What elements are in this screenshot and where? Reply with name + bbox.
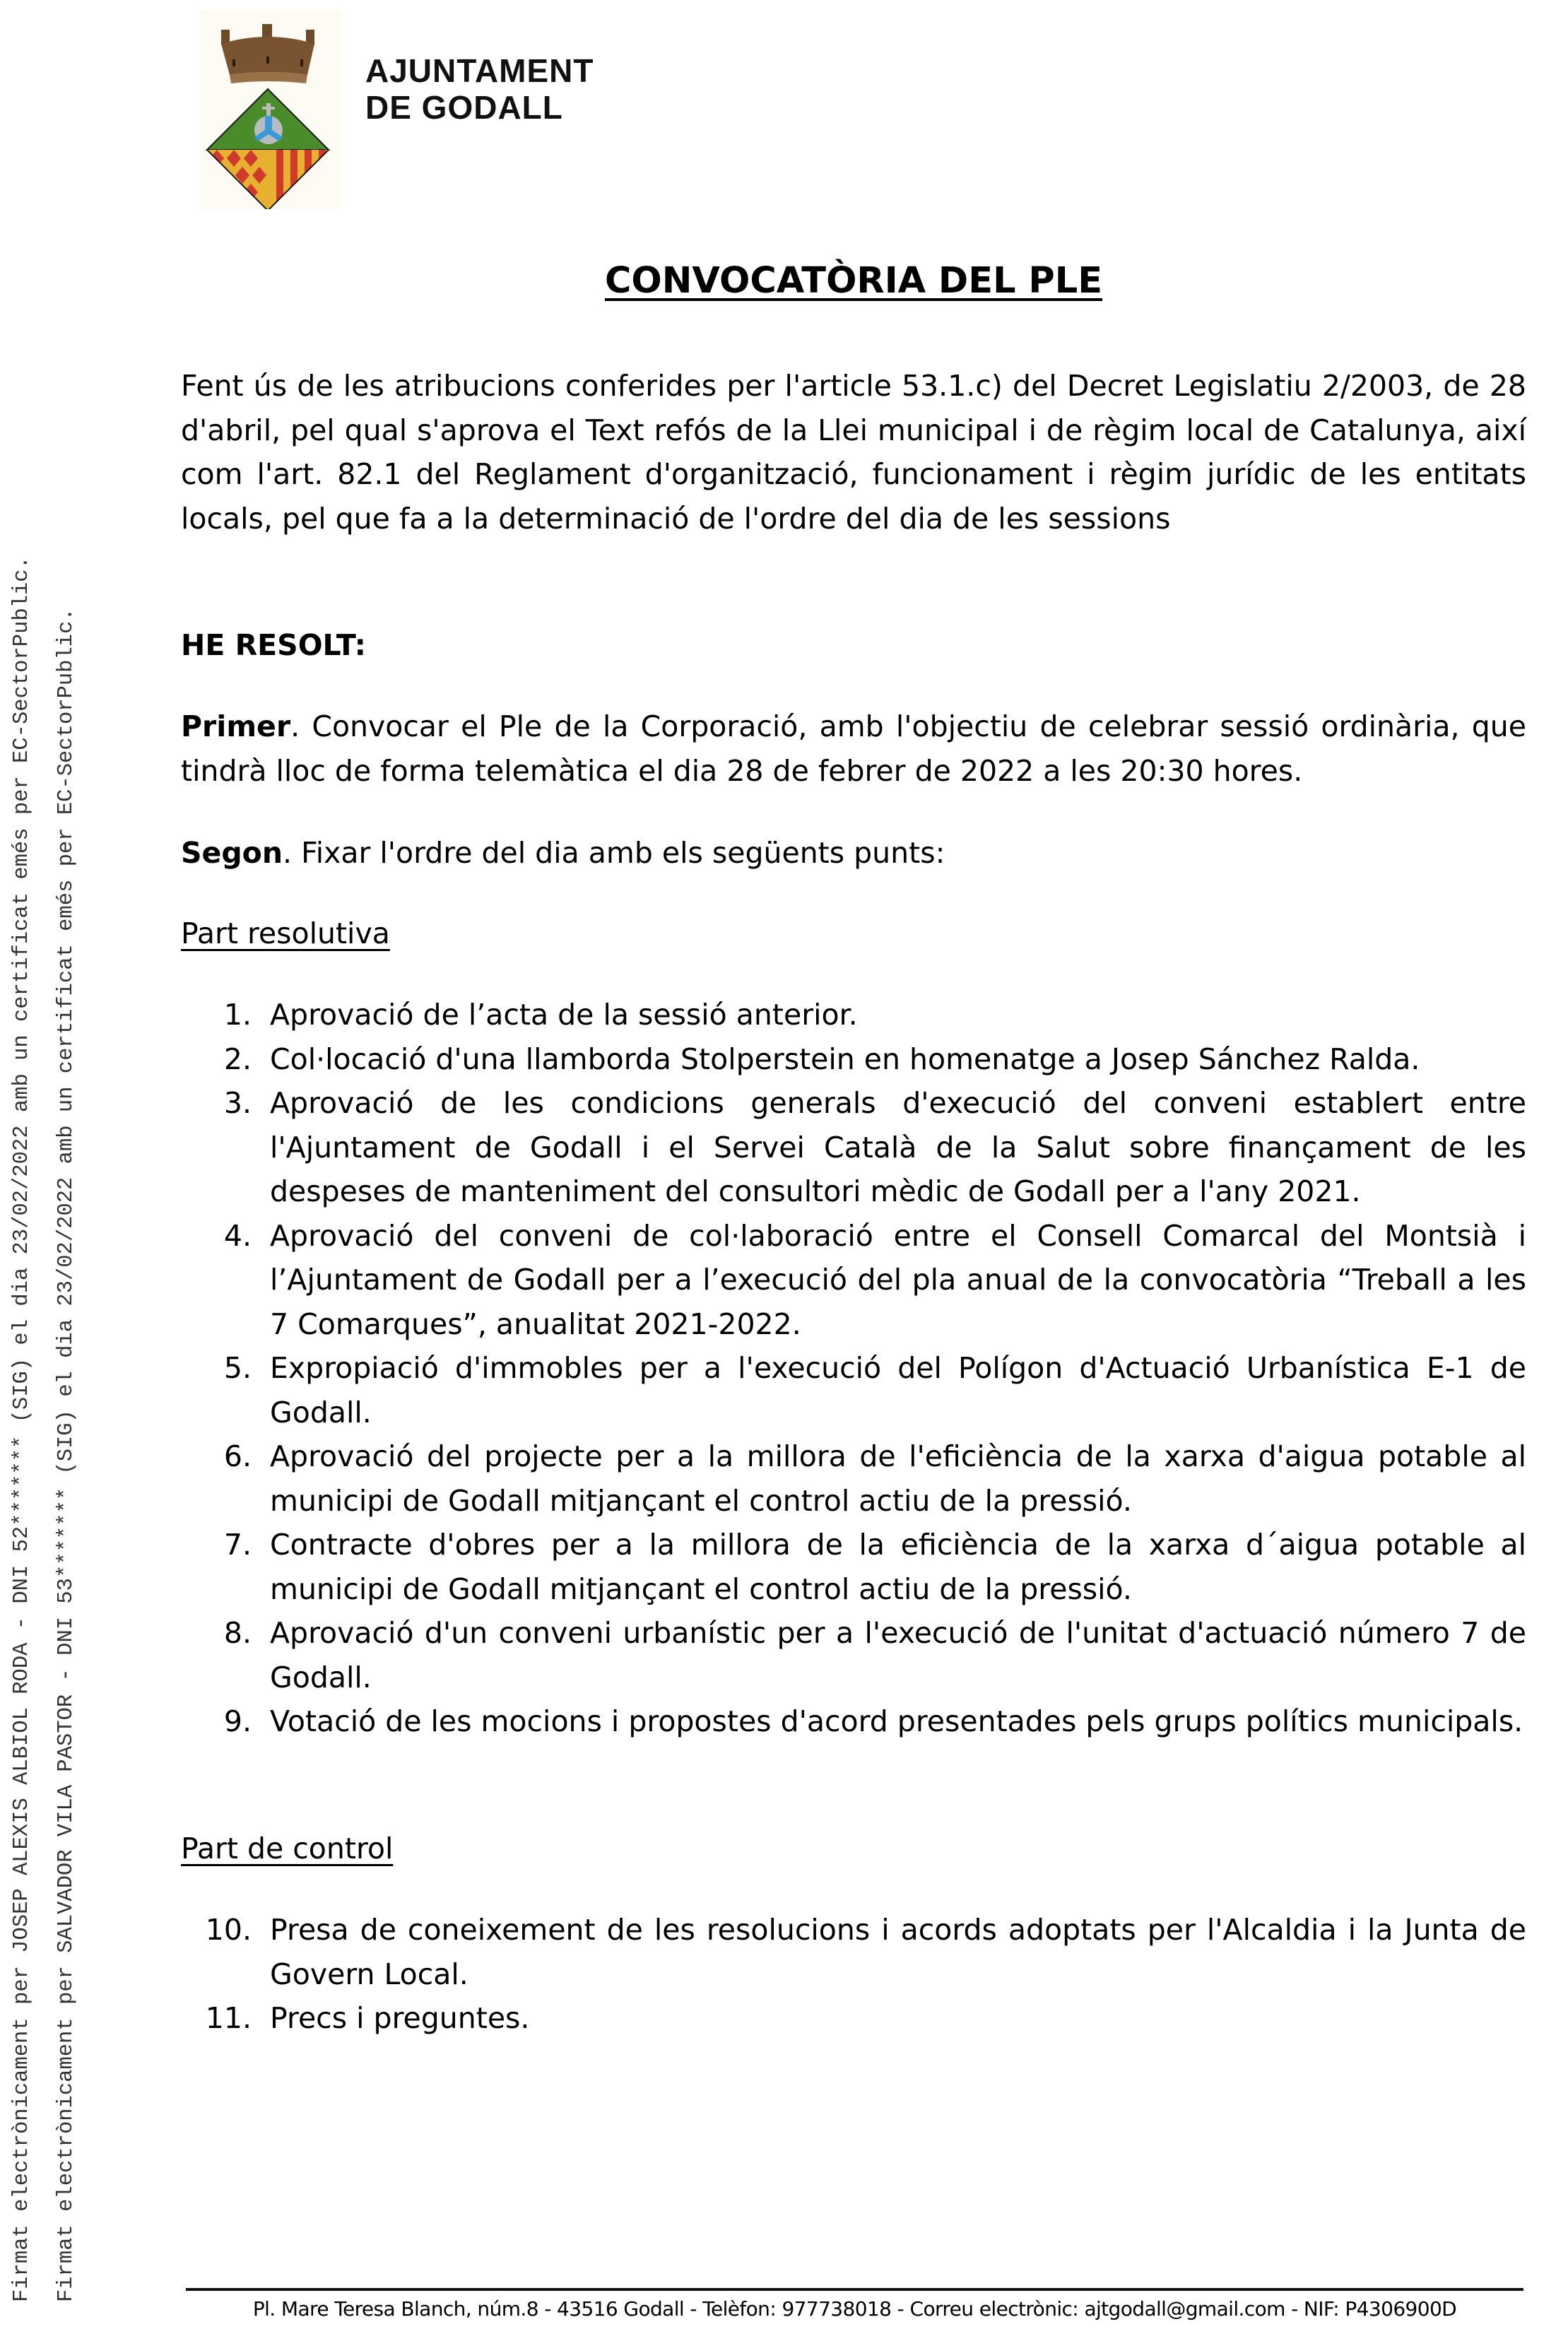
agenda-list-control [181, 1908, 1526, 2041]
agenda-item: 3. Aprovació de les condicions generals d'execució del conveni establert entre l'Ajuntament de Godall i el Servei Català de la Salut sobre finançament de les despeses de manteniment del consultori mèdic de Godall per a l'any 2021. [223, 1086, 1526, 1208]
agenda-item: 10. Presa de coneixement de les resolucions i acords adoptats per l'Alcaldia i la Junta de Govern Local. [205, 1913, 1526, 1991]
agenda-item: 6. Aprovació del projecte per a la millora de l'eficiència de la xarxa d'aigua potable al municipi de Godall mitjançant el control actiu de la pressió. [223, 1439, 1526, 1518]
document-title: CONVOCATÒRIA DEL PLE [604, 260, 1103, 302]
agenda-item: 1. Aprovació de l’acta de la sessió anterior. [223, 998, 858, 1032]
electronic-signature-2: Firmat electrònicament per SALVADOR VILA PASTOR - DNI 53******* (SIG) el dia 23/02/2022 amb un certificat emés per EC-SectorPublic. [54, 608, 78, 2302]
crown-icon [221, 24, 314, 83]
org-name-line-1: AJUNTAMENT [365, 52, 594, 89]
first-label: Primer [181, 709, 291, 743]
intro-paragraph: Fent ús de les atribucions conferides per l'article 53.1.c) del Decret Legislatiu 2/2003, de 28 d'abril, pel qual s'aprova el Text refós de la Llei municipal i de règim local de Catalunya, així com l'art. 82.1 del Reglament d'organització, funcionament i règim jurídic de les entitats locals, pel que fa a la determinació de l'ordre del dia de les sessions [181, 369, 1526, 536]
resolution-heading: HE RESOLT: [181, 628, 367, 662]
first-resolution [181, 704, 1526, 793]
agenda-item: 11. Precs i preguntes. [205, 2001, 530, 2035]
agenda-list-resolutiva [181, 993, 1526, 1744]
agenda-item: 7. Contracte d'obres per a la millora de la eficiència de la xarxa d´aigua potable al municipi de Godall mitjançant el control actiu de la pressió. [223, 1528, 1526, 1606]
second-resolution [181, 831, 1526, 875]
agenda-item: 9. Votació de les mocions i propostes d'acord presentades pels grups polítics municipals. [223, 1704, 1523, 1738]
agenda-item: 8. Aprovació d'un conveni urbanístic per a l'execució de l'unitat d'actuació número 7 de Godall. [223, 1616, 1526, 1694]
footer-divider [186, 2288, 1523, 2291]
organization-name [365, 52, 594, 126]
org-name-line-2: DE GODALL [365, 89, 563, 126]
electronic-signature-1: Firmat electrònicament per JOSEP ALEXIS ALBIOL RODA - DNI 52******* (SIG) el dia 23/02/2022 amb un certificat emés per EC-SectorPublic. [10, 556, 34, 2302]
coat-of-arms-icon [200, 10, 341, 209]
section-heading-part-de-control: Part de control [181, 1832, 394, 1865]
first-text: . Convocar el Ple de la Corporació, amb l'objectiu de celebrar sessió ordinària, que tindrà lloc de forma telemàtica el dia 28 de febrer de 2022 a les 20:30 hores. [181, 709, 1526, 788]
footer-contact-info: Pl. Mare Teresa Blanch, núm.8 - 43516 Godall - Telèfon: 977738018 - Correu electrònic: ajtgodall@gmail.com - NIF: P4306900D [252, 2297, 1457, 2321]
section-heading-part-resolutiva: Part resolutiva [181, 916, 390, 950]
agenda-item: 2. Col·locació d'una llamborda Stolperstein en homenatge a Josep Sánchez Ralda. [223, 1042, 1420, 1076]
agenda-item: 5. Expropiació d'immobles per a l'execució del Polígon d'Actuació Urbanística E-1 de Godall. [223, 1351, 1526, 1429]
agenda-item: 4. Aprovació del conveni de col·laboració entre el Consell Comarcal del Montsià i l’Ajuntament de Godall per a l’execució del pla anual de la convocatòria “Treball a les 7 Comarques”, anualitat 2021-2022. [223, 1218, 1526, 1341]
second-label: Segon [181, 836, 283, 870]
second-text: . Fixar l'ordre del dia amb els següents punts: [283, 836, 945, 870]
coat-of-arms-logo [200, 10, 341, 209]
